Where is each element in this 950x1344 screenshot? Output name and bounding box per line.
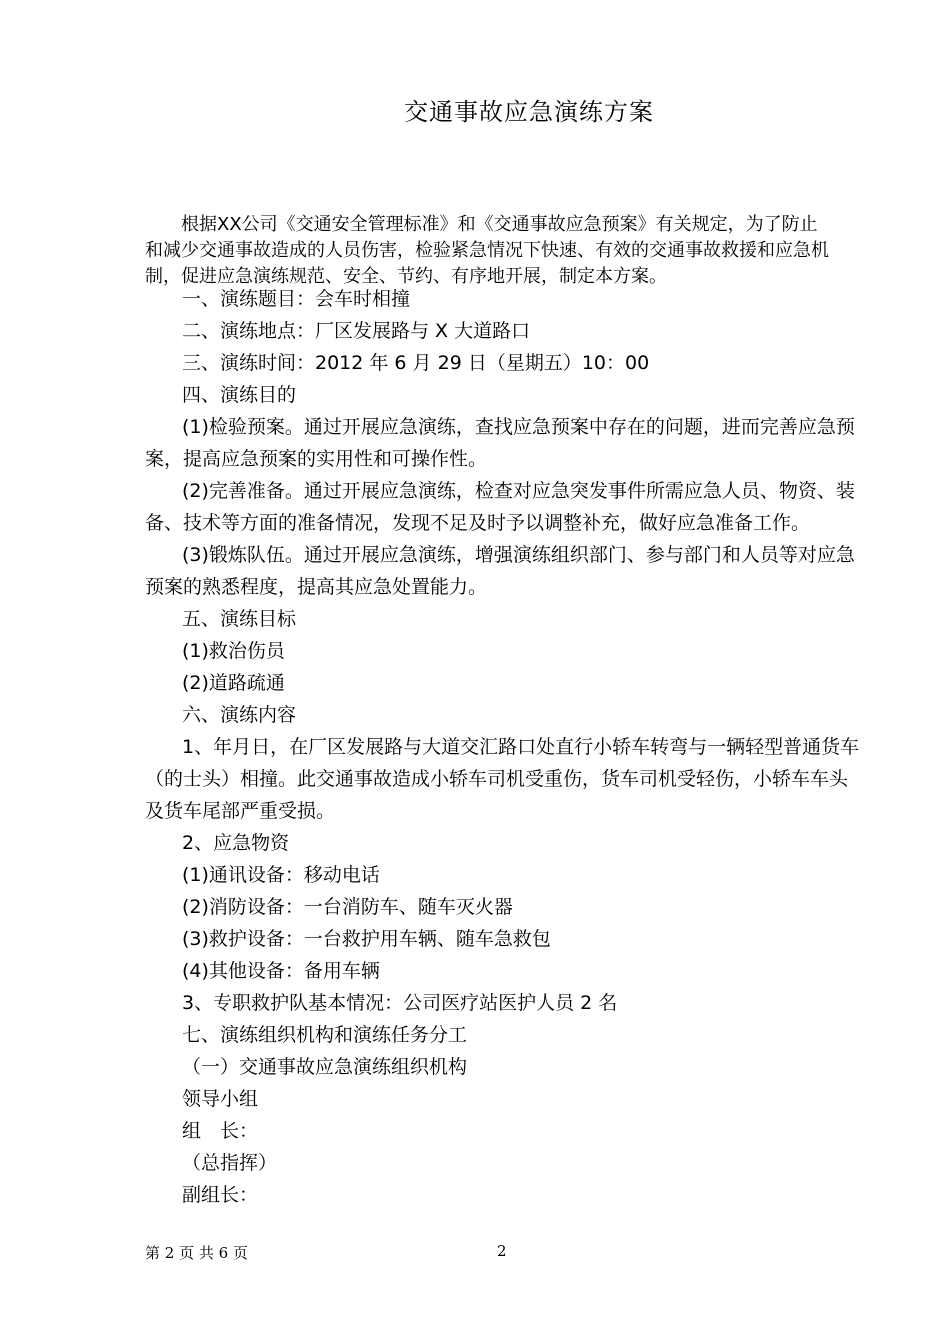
paragraph: 三、演练时间：2012 年 6 月 29 日（星期五）10：00: [182, 352, 650, 374]
paragraph: 七、演练组织机构和演练任务分工: [182, 1024, 468, 1046]
paragraph: 六、演练内容: [182, 704, 297, 726]
paragraph: (1)通讯设备：移动电话: [182, 864, 380, 886]
footer-page-label: 第 2 页 共 6 页: [145, 1244, 248, 1262]
paragraph: 3、专职救护队基本情况：公司医疗站医护人员 2 名: [182, 992, 618, 1014]
paragraph: (1)检验预案。通过开展应急演练，查找应急预案中存在的问题，进而完善应急预案，提高应急预案的实用性和可操作性。: [145, 416, 855, 470]
paragraph: 领导小组: [182, 1088, 259, 1110]
paragraph: 组 长：: [182, 1120, 259, 1142]
paragraph: 副组长：: [182, 1184, 259, 1206]
paragraph: (2)完善准备。通过开展应急演练，检查对应急突发事件所需应急人员、物资、装备、技术等方面的准备情况，发现不足及时予以调整补充，做好应急准备工作。: [145, 480, 855, 534]
paragraph: 2、应急物资: [182, 832, 290, 854]
paragraph: 五、演练目标: [182, 608, 297, 630]
paragraph: (2)消防设备：一台消防车、随车灭火器: [182, 896, 513, 918]
document-body: [145, 283, 865, 1211]
paragraph: (3)救护设备：一台救护用车辆、随车急救包: [182, 928, 551, 950]
paragraph: (3)锻炼队伍。通过开展应急演练，增强演练组织部门、参与部门和人员等对应急预案的熟悉程度，提高其应急处置能力。: [145, 544, 855, 598]
paragraph: （一）交通事故应急演练组织机构: [182, 1056, 468, 1078]
intro-paragraph: 根据XX公司《交通安全管理标准》和《交通事故应急预案》有关规定，为了防止和减少交通事故造成的人员伤害，检验紧急情况下快速、有效的交通事故救援和应急机制，促进应急演练规范、安全、节约、有序地开展，制定本方案。: [145, 214, 829, 287]
paragraph: 一、演练题目：会车时相撞: [182, 288, 411, 310]
paragraph: (4)其他设备：备用车辆: [182, 960, 380, 982]
paragraph: (2)道路疏通: [182, 672, 285, 694]
paragraph: 1、年月日，在厂区发展路与大道交汇路口处直行小轿车转弯与一辆轻型普通货车（的士头）相撞。此交通事故造成小轿车司机受重伤，货车司机受轻伤，小轿车车头及货车尾部严重受损。: [145, 736, 860, 822]
footer-page-number: 2: [497, 1242, 507, 1260]
paragraph: (1)救治伤员: [182, 640, 285, 662]
paragraph: （总指挥）: [182, 1152, 278, 1174]
document-title: 交通事故应急演练方案: [404, 98, 654, 126]
paragraph: 二、演练地点：厂区发展路与 X 大道路口: [182, 320, 531, 342]
paragraph: 四、演练目的: [182, 384, 297, 406]
